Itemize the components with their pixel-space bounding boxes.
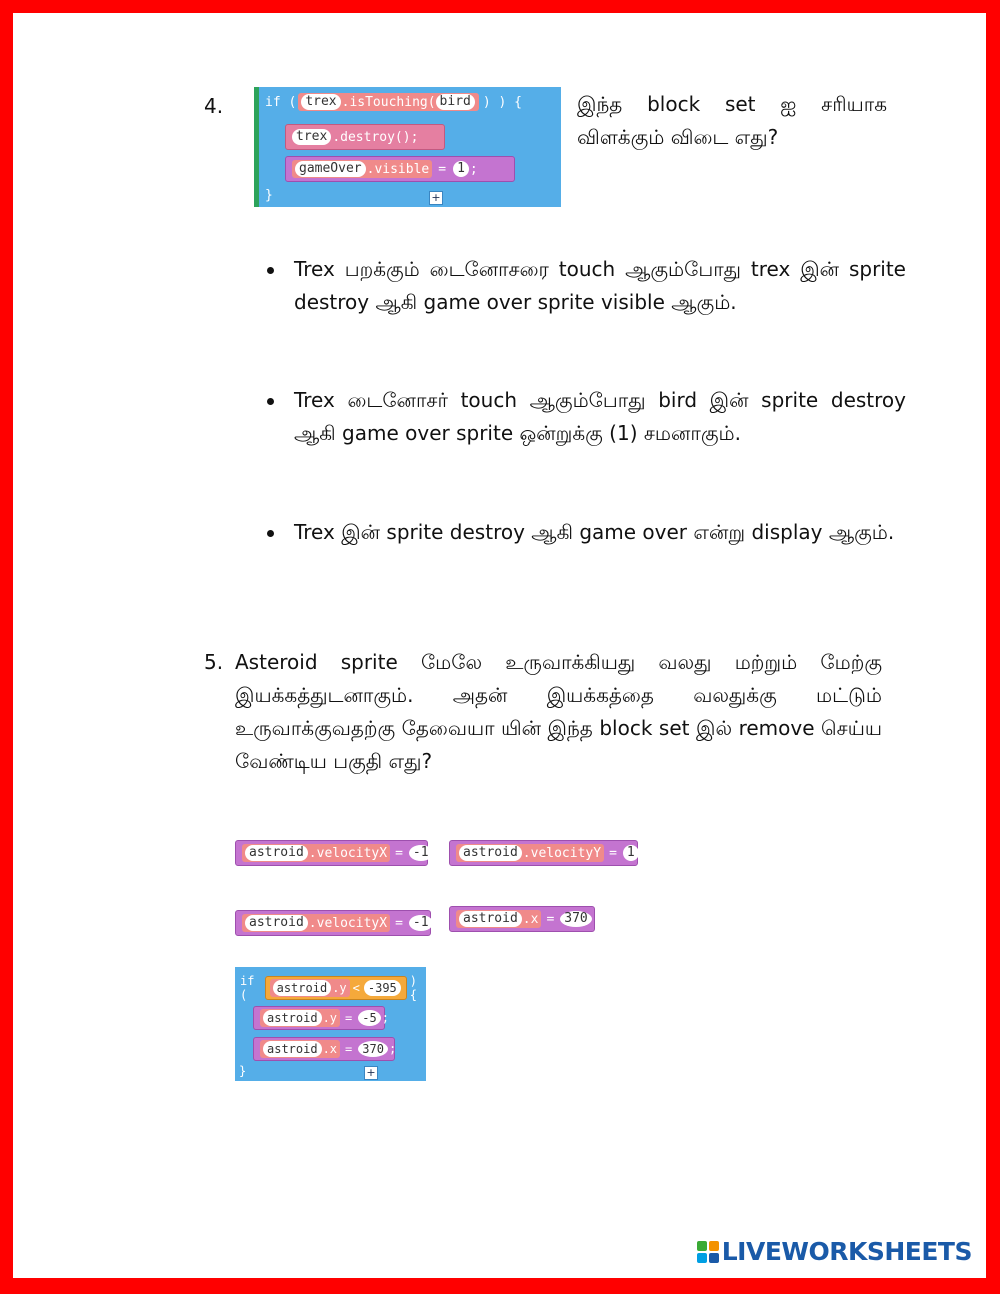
q4-option-3-text: Trex இன் sprite destroy ஆகி game over என்று display ஆகும்.	[294, 520, 895, 544]
q4-option-2-text: Trex டைனோசர் touch ஆகும்போது bird இன் sprite destroy ஆகி game over sprite ஒன்றுக்கு (1) சமனாகும்.	[294, 388, 906, 445]
q5-b3-val: -1	[409, 915, 433, 931]
q5-b1-sprite: astroid	[245, 845, 308, 861]
q4-destroy-statement	[285, 124, 445, 150]
q4-line3-eq: =	[438, 161, 447, 177]
bullet-dot	[267, 398, 274, 405]
q5-l2-end: ;	[388, 1042, 397, 1056]
q5-l1-sprite: astroid	[263, 1010, 322, 1026]
q5-l1-eq: =	[345, 1011, 353, 1025]
q5-l2-sprite: astroid	[263, 1041, 322, 1057]
q5-l1-val: -5	[358, 1010, 380, 1026]
q5-b4-eq: =	[546, 911, 555, 927]
q5-l2-eq: =	[345, 1042, 353, 1056]
q4-line3-sprite: gameOver	[295, 161, 366, 177]
q4-code-block	[254, 87, 561, 207]
q5-b1-end: ;	[433, 845, 442, 861]
q5-b3-eq: =	[395, 915, 403, 931]
q4-option-2	[294, 384, 906, 450]
q5-b4-prop: .x	[522, 911, 539, 927]
q5-b2-sprite: astroid	[459, 845, 522, 861]
q4-line3-val: 1	[453, 161, 469, 177]
q5-if-line2	[253, 1037, 395, 1061]
q4-question-line1: இந்த block set ஐ சரியாக	[577, 92, 887, 116]
q5-b3-prop: .velocityX	[308, 915, 388, 931]
q4-if-close: ) ) {	[482, 94, 522, 110]
q4-question-line2: விளக்கும் விடை எது?	[577, 125, 779, 149]
q5-b3-sprite: astroid	[245, 915, 308, 931]
question-5-text: Asteroid sprite மேலே உருவாக்கியது வலது மற்றும் மேற்கு இயக்கத்துடனாகும். அதன் இயக்கத்தை வலதுக்கு மட்டும் உருவாக்குவதற்கு தேவையா யின் இந்த block set இல் remove செய்ய வேண்டிய பகுதி எது?	[235, 650, 882, 773]
q5-if-op: <	[352, 981, 360, 995]
bullet-dot	[267, 530, 274, 537]
q5-if-condition	[265, 976, 407, 1000]
q5-l1-prop: .y	[322, 1011, 338, 1025]
question-5-number: 5.	[204, 650, 224, 674]
liveworksheets-logo	[697, 1237, 972, 1266]
q4-add-plus-icon[interactable]: +	[429, 191, 443, 205]
worksheet-page	[13, 13, 986, 1278]
q5-b1-prop: .velocityX	[308, 845, 388, 861]
q5-b2-end: ;	[639, 845, 648, 861]
q5-block-velocityx-2	[235, 910, 442, 936]
q4-option-3	[294, 516, 906, 549]
q5-b4-sprite: astroid	[459, 911, 522, 927]
q4-if-keyword: if (	[265, 94, 297, 110]
q5-if-line1	[253, 1006, 389, 1030]
q5-if-block	[235, 967, 426, 1081]
q5-l2-prop: .x	[322, 1042, 338, 1056]
logo-grid-icon	[697, 1241, 719, 1263]
bullet-dot	[267, 267, 274, 274]
q5-end-brace: }	[239, 1064, 247, 1078]
q5-b1-eq: =	[395, 845, 403, 861]
q4-line2-rest: .destroy();	[332, 129, 419, 145]
q5-b2-val: 1	[623, 845, 639, 861]
q5-block-velocityx-1	[235, 840, 442, 866]
q5-l1-end: ;	[381, 1011, 389, 1025]
q5-b2-prop: .velocityY	[522, 845, 602, 861]
question-4-text	[577, 88, 887, 154]
q4-line2-sprite: trex	[292, 129, 331, 145]
q5-if-sprite: astroid	[273, 980, 332, 996]
q4-trex-chip: trex	[301, 94, 340, 110]
q5-if-close: ) {	[409, 974, 418, 1002]
logo-text: LIVEWORKSHEETS	[721, 1237, 972, 1266]
q5-b4-end: ;	[592, 911, 601, 927]
q4-istouching: .isTouching(	[341, 94, 436, 110]
q5-b3-end: ;	[433, 915, 442, 931]
q5-b4-val: 370	[560, 911, 591, 927]
q4-line3-prop: .visible	[366, 161, 430, 177]
question-4-number: 4.	[204, 94, 224, 118]
q5-block-x	[449, 906, 601, 932]
q4-line3-end: ;	[469, 161, 478, 177]
q5-if-keyword: if (	[240, 974, 255, 1002]
q5-b1-val: -1	[409, 845, 433, 861]
q5-add-plus-icon[interactable]: +	[364, 1066, 378, 1080]
q5-if-prop: .y	[332, 981, 347, 995]
q4-option-1-text: Trex பறக்கும் டைனோசரை touch ஆகும்போது trex இன் sprite destroy ஆகி game over sprite visible ஆகும்.	[294, 257, 906, 314]
q5-l2-val: 370	[358, 1041, 388, 1057]
q4-bird-chip: bird	[436, 94, 475, 110]
q5-b2-eq: =	[609, 845, 617, 861]
q5-if-val: -395	[364, 980, 401, 996]
q4-end-brace: }	[265, 188, 273, 203]
q5-block-velocityy	[449, 840, 648, 866]
q4-option-1	[294, 253, 906, 319]
q4-visible-statement	[285, 156, 515, 182]
